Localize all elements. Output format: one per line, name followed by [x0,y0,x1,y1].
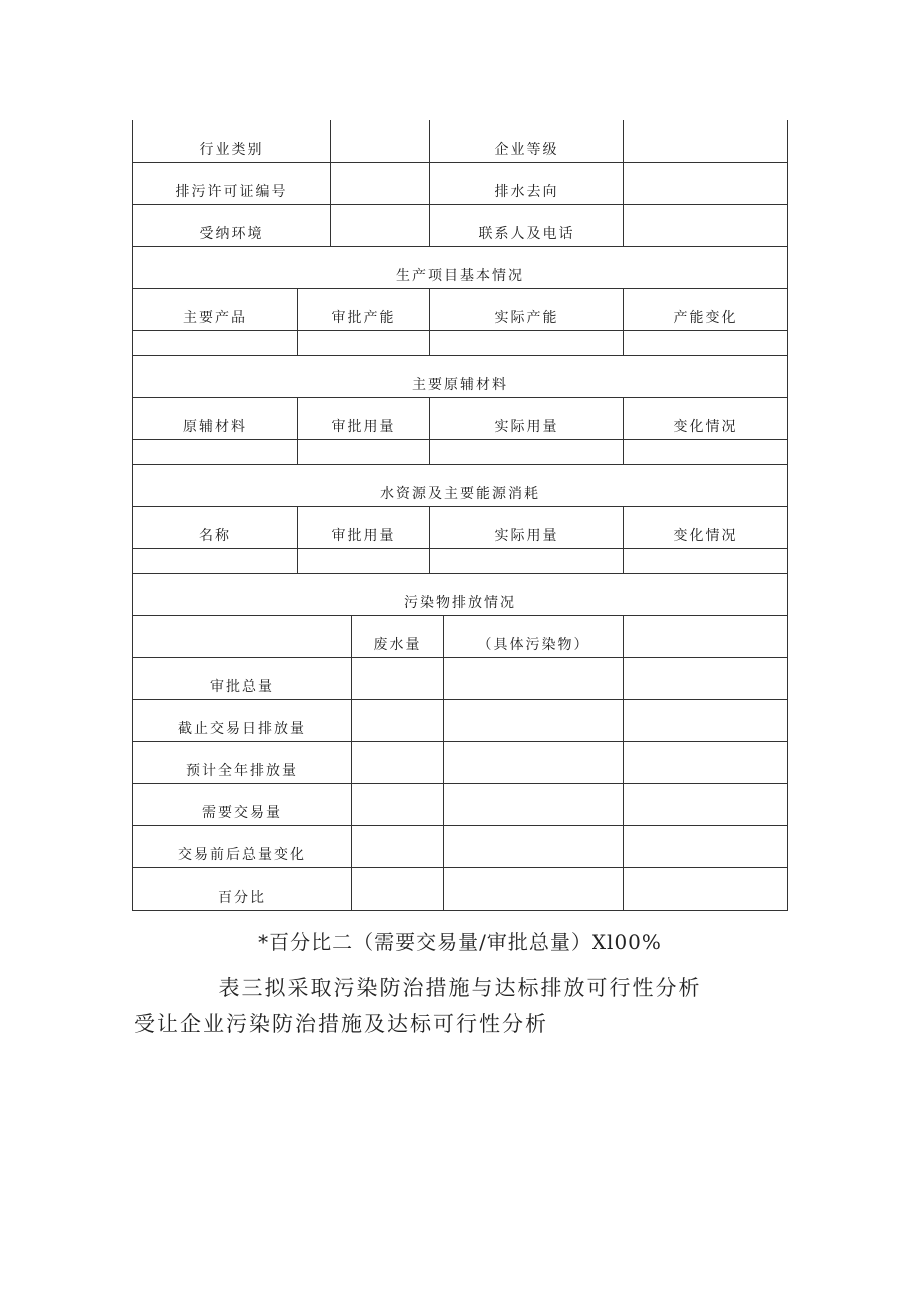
data-cell[interactable] [351,868,443,910]
field-label: 受纳环境 [199,226,264,242]
section-header [132,465,788,507]
percentage-footnote: *百分比二（需要交易量/审批总量）Xl00% [258,930,662,954]
data-cell[interactable] [351,784,443,825]
field-label: 行业类别 [199,142,264,158]
column-header: 名称 [199,528,231,544]
data-cell[interactable] [443,700,623,741]
column-header: 产能变化 [623,289,787,330]
data-cell[interactable] [297,331,429,355]
data-cell[interactable] [443,826,623,867]
data-row [132,742,788,784]
info-row [132,205,788,247]
data-cell[interactable] [133,549,297,573]
section-header [132,574,788,616]
column-header: 审批产能 [297,289,429,330]
data-cell[interactable] [429,331,623,355]
data-cell[interactable] [133,440,297,464]
column-header: 实际用量 [429,398,623,439]
data-cell[interactable] [297,549,429,573]
data-cell[interactable] [429,440,623,464]
section-header [132,356,788,398]
data-row [132,784,788,826]
data-cell[interactable] [443,742,623,783]
column-header [623,616,787,657]
data-cell[interactable] [351,700,443,741]
column-header: （具体污染物） [443,616,623,657]
row-label: 截止交易日排放量 [178,721,306,737]
row-label: 百分比 [218,890,266,906]
data-cell[interactable] [623,700,787,741]
section-title: 污染物排放情况 [404,595,516,611]
data-cell[interactable] [623,549,787,573]
data-cell[interactable] [443,658,623,699]
section-title: 生产项目基本情况 [396,268,524,284]
data-cell[interactable] [623,826,787,867]
data-row [132,331,788,356]
column-header: 废水量 [351,616,443,657]
data-cell[interactable] [623,742,787,783]
field-label: 企业等级 [429,120,623,162]
field-value[interactable] [623,163,787,204]
field-value[interactable] [330,205,429,246]
data-row [132,549,788,574]
row-label: 交易前后总量变化 [178,847,306,863]
column-header: 实际用量 [429,507,623,548]
data-cell[interactable] [443,868,623,910]
data-row [132,868,788,911]
field-label: 排污许可证编号 [175,184,288,200]
column-header: 审批用量 [297,398,429,439]
data-row [132,658,788,700]
header-row [132,398,788,440]
section-title: 水资源及主要能源消耗 [380,486,540,502]
data-row [132,826,788,868]
data-cell[interactable] [623,868,787,910]
data-row [132,700,788,742]
field-label: 排水去向 [429,163,623,204]
column-header: 原辅材料 [183,419,247,435]
section-title: 主要原辅材料 [412,377,508,393]
header-row [132,616,788,658]
column-header: 主要产品 [183,310,247,326]
header-row [132,289,788,331]
column-header [133,616,351,657]
data-cell[interactable] [623,784,787,825]
data-cell[interactable] [623,440,787,464]
data-cell[interactable] [297,440,429,464]
field-value[interactable] [623,205,787,246]
form-table [132,120,788,911]
column-header: 变化情况 [623,398,787,439]
row-label: 需要交易量 [202,805,282,821]
data-cell[interactable] [429,549,623,573]
section-subtitle: 受让企业污染防治措施及达标可行性分析 [134,1012,548,1036]
data-cell[interactable] [443,784,623,825]
data-cell[interactable] [133,331,297,355]
header-row [132,507,788,549]
field-label: 联系人及电话 [429,205,623,246]
data-cell[interactable] [623,331,787,355]
section-header [132,247,788,289]
field-value[interactable] [330,120,429,162]
field-value[interactable] [330,163,429,204]
column-header: 实际产能 [429,289,623,330]
row-label: 审批总量 [210,679,274,695]
row-label: 预计全年排放量 [186,763,298,779]
column-header: 变化情况 [623,507,787,548]
info-row [132,120,788,163]
info-row [132,163,788,205]
data-cell[interactable] [351,658,443,699]
column-header: 审批用量 [297,507,429,548]
data-cell[interactable] [351,742,443,783]
table-three-title: 表三拟采取污染防治措施与达标排放可行性分析 [218,976,702,1000]
field-value[interactable] [623,120,787,162]
data-cell[interactable] [351,826,443,867]
data-row [132,440,788,465]
data-cell[interactable] [623,658,787,699]
